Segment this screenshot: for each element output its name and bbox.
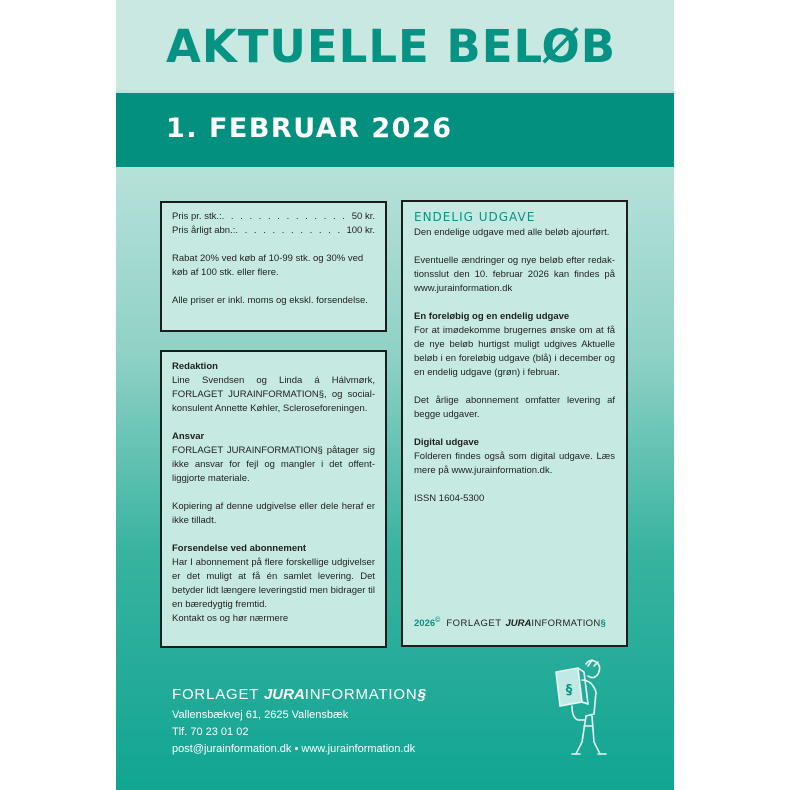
footer-year: 2026© xyxy=(414,616,441,629)
price-box xyxy=(160,201,387,332)
footer-contact: post@jurainformation.dk • www.jurainformation.dk xyxy=(172,743,416,755)
reading-person-icon xyxy=(548,658,620,762)
shipping-text: Har I abonnement på flere forskellige udgivelser er det muligt at få én samlet levering. Det betyder lidt længere leveringstid men bidrager til en bæredygtig fremtid. xyxy=(172,557,375,610)
ansvar-heading: Ansvar xyxy=(172,431,205,442)
ansvar-text: FORLAGET JURAINFORMATION§ påtager sig ikke ansvar for fejl og mangler i det offentliggjorte materiale. xyxy=(172,445,375,484)
digital-heading: Digital udgave xyxy=(414,437,479,448)
footer-email[interactable]: post@jurainformation.dk xyxy=(172,743,292,755)
price-per-piece-label: Pris pr. stk.: xyxy=(172,211,222,222)
subscription-text: Det årlige abonnement omfatter levering af begge udgaver. xyxy=(414,395,615,420)
price-annual-row xyxy=(172,224,375,238)
brand-rest: INFORMATION xyxy=(531,618,601,629)
svg-text:§: § xyxy=(565,683,573,698)
versions-heading: En foreløbig og en endelig udgave xyxy=(414,311,570,322)
leader-dots xyxy=(222,210,352,224)
versions-text: For at imødekomme brugernes ønske om at få de nye beløb hurtigst muligt udgives Aktuelle beløb i en foreløbig udgave (blå) i december og en endelig udgave (grøn) i februar. xyxy=(414,325,615,378)
issn: ISSN 1604-5300 xyxy=(414,493,485,504)
colophon-box xyxy=(160,350,387,648)
discount-text: Rabat 20% ved køb af 10-99 stk. og 30% ved køb af 100 stk. eller flere. xyxy=(172,253,364,278)
copy-text: Kopiering af denne udgivelse eller dele heraf er ikke tilladt. xyxy=(172,501,375,526)
publisher-footer xyxy=(172,686,426,758)
vat-note: Alle priser er inkl. moms og ekskl. forsendelse. xyxy=(172,295,368,306)
shipping-heading: Forsendelse ved abonnement xyxy=(172,543,307,554)
edition-footer xyxy=(414,614,606,631)
footer-brand: FORLAGET JURAINFORMATION§ xyxy=(172,686,426,703)
redaktion-heading: Redaktion xyxy=(172,361,218,372)
brand-bold: JURA xyxy=(505,618,532,629)
edition-title: ENDELIG UDGAVE xyxy=(414,210,536,224)
footer-phone: Tlf. 70 23 01 02 xyxy=(172,726,249,738)
page-title: AKTUELLE BELØB xyxy=(166,20,617,73)
footer-address: Vallensbækvej 61, 2625 Vallensbæk xyxy=(172,709,349,721)
shipping-contact: Kontakt os og hør nærmere xyxy=(172,613,289,624)
edition-box xyxy=(401,200,628,647)
edition-deadline: Eventuelle ændringer og nye beløb efter redaktionsslut den 10. februar 2026 kan findes på www.jurainformation.dk xyxy=(414,255,615,294)
redaktion-text: Line Svendsen og Linda á Hálvmørk, FORLAGET JURAINFORMATION§, og socialkonsulent Annette Køhler, Scleroseforeningen. xyxy=(172,375,375,414)
price-per-piece-row xyxy=(172,210,375,224)
footer-website[interactable]: www.jurainformation.dk xyxy=(301,743,416,755)
publication-date: 1. FEBRUAR 2026 xyxy=(166,113,453,144)
price-per-piece-value: 50 kr. xyxy=(351,211,375,222)
edition-intro: Den endelige udgave med alle beløb ajourført. xyxy=(414,227,610,238)
brand-plain: FORLAGET xyxy=(446,618,502,629)
digital-text: Folderen findes også som digital udgave. Læs mere på www.jurainformation.dk. xyxy=(414,451,615,476)
price-annual-label: Pris årligt abn.: xyxy=(172,225,236,236)
leader-dots xyxy=(235,224,346,238)
brand-mark: § xyxy=(600,618,606,629)
publication-cover xyxy=(116,0,674,790)
price-annual-value: 100 kr. xyxy=(346,225,375,236)
